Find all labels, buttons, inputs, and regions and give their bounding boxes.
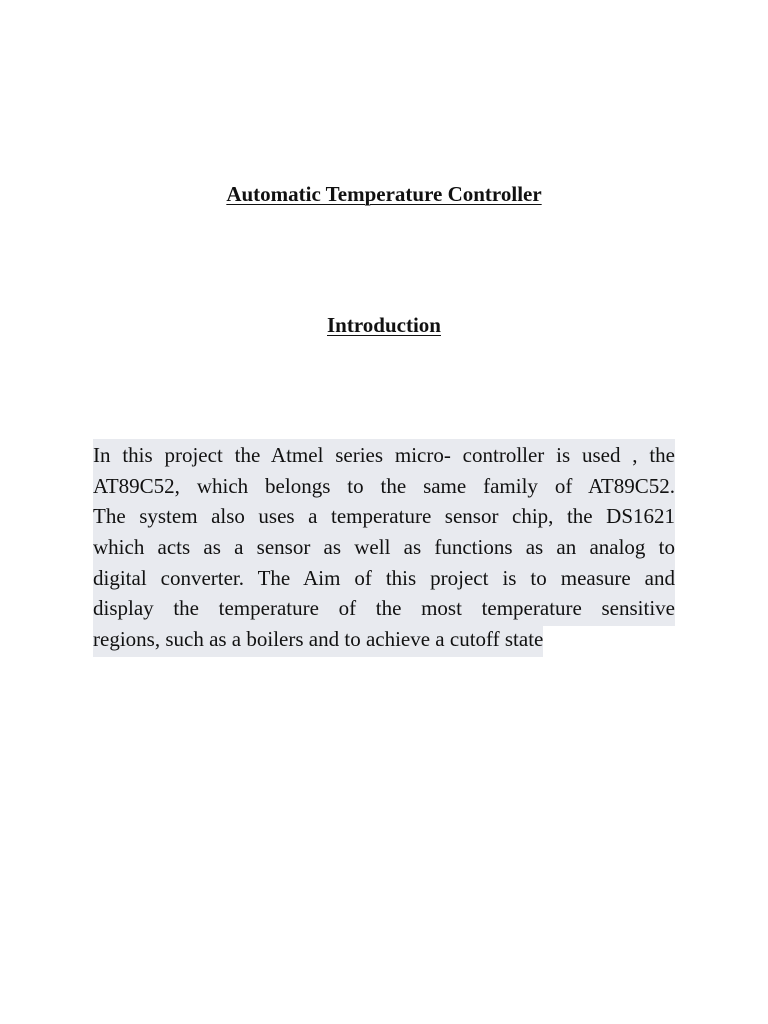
introduction-paragraph (93, 439, 675, 654)
paragraph-line: digital converter. The Aim of this project is to measure and (93, 562, 675, 593)
paragraph-line: The system also uses a temperature sensor chip, the DS1621 (93, 500, 675, 531)
paragraph-line: which acts as a sensor as well as functions as an analog to (93, 531, 675, 562)
paragraph-line: AT89C52, which belongs to the same family of AT89C52. (93, 470, 675, 501)
document-title: Automatic Temperature Controller (226, 182, 542, 206)
paragraph-line: regions, such as a boilers and to achieve a cutoff state (93, 623, 675, 654)
paragraph-line: In this project the Atmel series micro- controller is used , the (93, 439, 675, 470)
paragraph-line: display the temperature of the most temperature sensitive (93, 592, 675, 623)
section-heading-introduction: Introduction (327, 313, 441, 337)
